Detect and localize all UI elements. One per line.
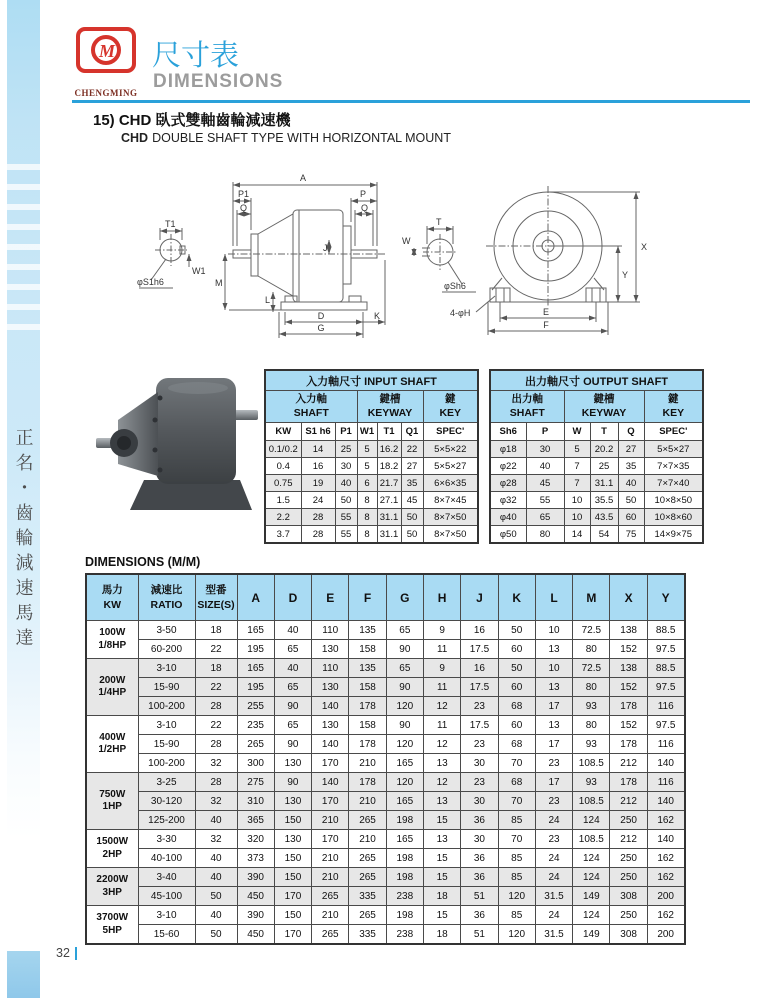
table-title: 入力軸尺寸 INPUT SHAFT (265, 370, 478, 391)
table-row: 100W 1/8HP 3-50 18 165 40 110 135 65 9 16 50 10 72.5 138 88.5 (86, 621, 685, 640)
table-row: 0.4 16 30 5 18.2 27 5×5×27 (265, 458, 478, 475)
column-header: S1 h6 (301, 423, 335, 441)
page-title-en: DIMENSIONS (153, 71, 284, 92)
power-cell: 100W 1/8HP (86, 621, 138, 659)
column-header: F (349, 574, 386, 621)
column-header: T (590, 423, 618, 441)
column-header: D (274, 574, 311, 621)
dimensions-table-title: DIMENSIONS (M/M) (85, 555, 201, 569)
column-header: J (461, 574, 498, 621)
column-header: E (312, 574, 349, 621)
table-row: 3.7 28 55 8 31.1 50 8×7×50 (265, 526, 478, 544)
dim-label-Q-right: Q (361, 203, 369, 213)
table-row: 1.5 24 50 8 27.1 45 8×7×45 (265, 492, 478, 509)
dim-label-M: M (215, 278, 223, 288)
table-row: 15-90 22 195 65 130 158 90 11 17.5 60 13 80 152 97.5 (86, 678, 685, 697)
dim-label-Q-left: Q (240, 203, 248, 213)
table-row: 15-90 28 265 90 140 178 120 12 23 68 17 93 178 116 (86, 735, 685, 754)
table-row: 30-120 32 310 130 170 210 165 13 30 70 23 108.5 212 140 (86, 792, 685, 811)
dim-label-D: D (317, 311, 325, 321)
page-title-zh: 尺寸表 (152, 40, 240, 72)
table-row: 100-200 32 300 130 170 210 165 13 30 70 23 108.5 212 140 (86, 754, 685, 773)
table-row: 45-100 50 450 170 265 335 238 18 51 120 31.5 149 308 200 (86, 887, 685, 906)
page-number: 32 (56, 946, 70, 960)
column-header: Q1 (401, 423, 423, 441)
table-row: 125-200 40 365 150 210 265 198 15 36 85 24 124 250 162 (86, 811, 685, 830)
svg-text:M: M (98, 41, 116, 61)
section-title-zh: 15) CHD 臥式雙軸齒輪減速機 (93, 112, 291, 129)
power-cell: 200W 1/4HP (86, 659, 138, 716)
dim-label-K: K (374, 311, 381, 321)
column-header: G (386, 574, 423, 621)
column-header: P1 (335, 423, 357, 441)
dim-label-Sh6: φSh6 (444, 281, 466, 291)
dim-label-T: T (436, 217, 442, 227)
output-shaft-table (489, 369, 704, 544)
footer-divider (75, 947, 77, 960)
dim-label-P1: P1 (238, 189, 250, 199)
table-row: 15-60 50 450 170 265 335 238 18 51 120 31.5 149 308 200 (86, 925, 685, 945)
column-header: 減速比 RATIO (138, 574, 195, 621)
dim-label-J: J (323, 243, 328, 253)
dim-label-F: F (543, 320, 549, 330)
power-cell: 3700W 5HP (86, 906, 138, 945)
table-row: 2200W 3HP 3-40 40 390 150 210 265 198 15 36 85 24 124 250 162 (86, 868, 685, 887)
column-header: W (564, 423, 590, 441)
column-header: SPEC' (423, 423, 478, 441)
side-view-drawing (133, 170, 403, 342)
section-title-en (121, 131, 451, 145)
table-row: φ18 30 5 20.2 27 5×5×27 (490, 441, 703, 458)
header-divider (72, 100, 750, 103)
power-cell: 400W 1/2HP (86, 716, 138, 773)
dim-label-E: E (542, 307, 550, 317)
column-header: L (535, 574, 572, 621)
table-row: 2.2 28 55 8 31.1 50 8×7×50 (265, 509, 478, 526)
column-header: W1 (357, 423, 377, 441)
column-header: SPEC' (644, 423, 703, 441)
table-row: 200W 1/4HP 3-10 18 165 40 110 135 65 9 16 50 10 72.5 138 88.5 (86, 659, 685, 678)
column-header: Q (618, 423, 644, 441)
table-row: φ32 55 10 35.5 50 10×8×50 (490, 492, 703, 509)
group-header: 鍵槽 KEYWAY (357, 391, 423, 423)
dim-label-Y: Y (622, 270, 629, 280)
group-header: 鍵 KEY (644, 391, 703, 423)
group-header: 鍵 KEY (423, 391, 478, 423)
table-row: φ40 65 10 43.5 60 10×8×60 (490, 509, 703, 526)
group-header: 鍵槽 KEYWAY (564, 391, 644, 423)
product-photo (94, 358, 262, 536)
input-shaft-table (264, 369, 479, 544)
dim-label-X: X (641, 242, 648, 252)
dim-label-L: L (265, 295, 271, 305)
dim-label-S1h6: φS1h6 (137, 277, 164, 287)
table-row: φ22 40 7 25 35 7×7×35 (490, 458, 703, 475)
column-header: H (423, 574, 460, 621)
table-row: 40-100 40 373 150 210 265 198 15 36 85 24 124 250 162 (86, 849, 685, 868)
dim-label-W: W (402, 236, 411, 246)
table-row: 0.75 19 40 6 21.7 35 6×6×35 (265, 475, 478, 492)
section-subtitle: DOUBLE SHAFT TYPE WITH HORIZONTAL MOUNT (152, 131, 451, 145)
sidebar-decoration (7, 0, 40, 998)
column-header: 馬力 KW (86, 574, 138, 621)
page-footer (56, 946, 77, 960)
sidebar-vertical-text: 正名・齒輪減速馬達 (13, 428, 34, 653)
table-row: φ28 45 7 31.1 40 7×7×40 (490, 475, 703, 492)
table-row: 750W 1HP 3-25 28 275 90 140 178 120 12 23 68 17 93 178 116 (86, 773, 685, 792)
brand-name: CHENGMING (74, 88, 138, 98)
table-row: 60-200 22 195 65 130 158 90 11 17.5 60 13 80 152 97.5 (86, 640, 685, 659)
dim-label-P: P (360, 189, 367, 199)
front-view-drawing (398, 170, 666, 342)
table-row: 1500W 2HP 3-30 32 320 130 170 210 165 13 30 70 23 108.5 212 140 (86, 830, 685, 849)
table-row: 100-200 28 255 90 140 178 120 12 23 68 17 93 178 116 (86, 697, 685, 716)
brand-logo (74, 27, 138, 98)
column-header: T1 (377, 423, 401, 441)
dim-label-G: G (317, 323, 325, 333)
group-header: 入力軸 SHAFT (265, 391, 357, 423)
power-cell: 2200W 3HP (86, 868, 138, 906)
sidebar-bottom-block (7, 951, 40, 998)
section-model: CHD (121, 131, 149, 145)
group-header: 出力軸 SHAFT (490, 391, 564, 423)
dim-label-A: A (299, 173, 307, 183)
sidebar-stripes (7, 150, 40, 335)
column-header: K (498, 574, 535, 621)
dim-label-T1: T1 (165, 219, 176, 229)
table-row: φ50 80 14 54 75 14×9×75 (490, 526, 703, 544)
logo-emblem-icon (74, 27, 138, 82)
column-header: KW (265, 423, 301, 441)
column-header: 型番 SIZE(S) (195, 574, 237, 621)
dim-label-W1: W1 (192, 266, 206, 276)
dim-label-holes: 4-φH (450, 308, 471, 318)
column-header: X (610, 574, 647, 621)
power-cell: 1500W 2HP (86, 830, 138, 868)
table-title: 出力軸尺寸 OUTPUT SHAFT (490, 370, 703, 391)
column-header: P (526, 423, 564, 441)
dimensions-table (85, 573, 686, 945)
table-row: 0.1/0.2 14 25 5 16.2 22 5×5×22 (265, 441, 478, 458)
power-cell: 750W 1HP (86, 773, 138, 830)
table-row: 400W 1/2HP 3-10 22 235 65 130 158 90 11 17.5 60 13 80 152 97.5 (86, 716, 685, 735)
column-header: M (573, 574, 610, 621)
column-header: A (237, 574, 274, 621)
table-row: 3700W 5HP 3-10 40 390 150 210 265 198 15 36 85 24 124 250 162 (86, 906, 685, 925)
column-header: Y (647, 574, 684, 621)
column-header: Sh6 (490, 423, 526, 441)
